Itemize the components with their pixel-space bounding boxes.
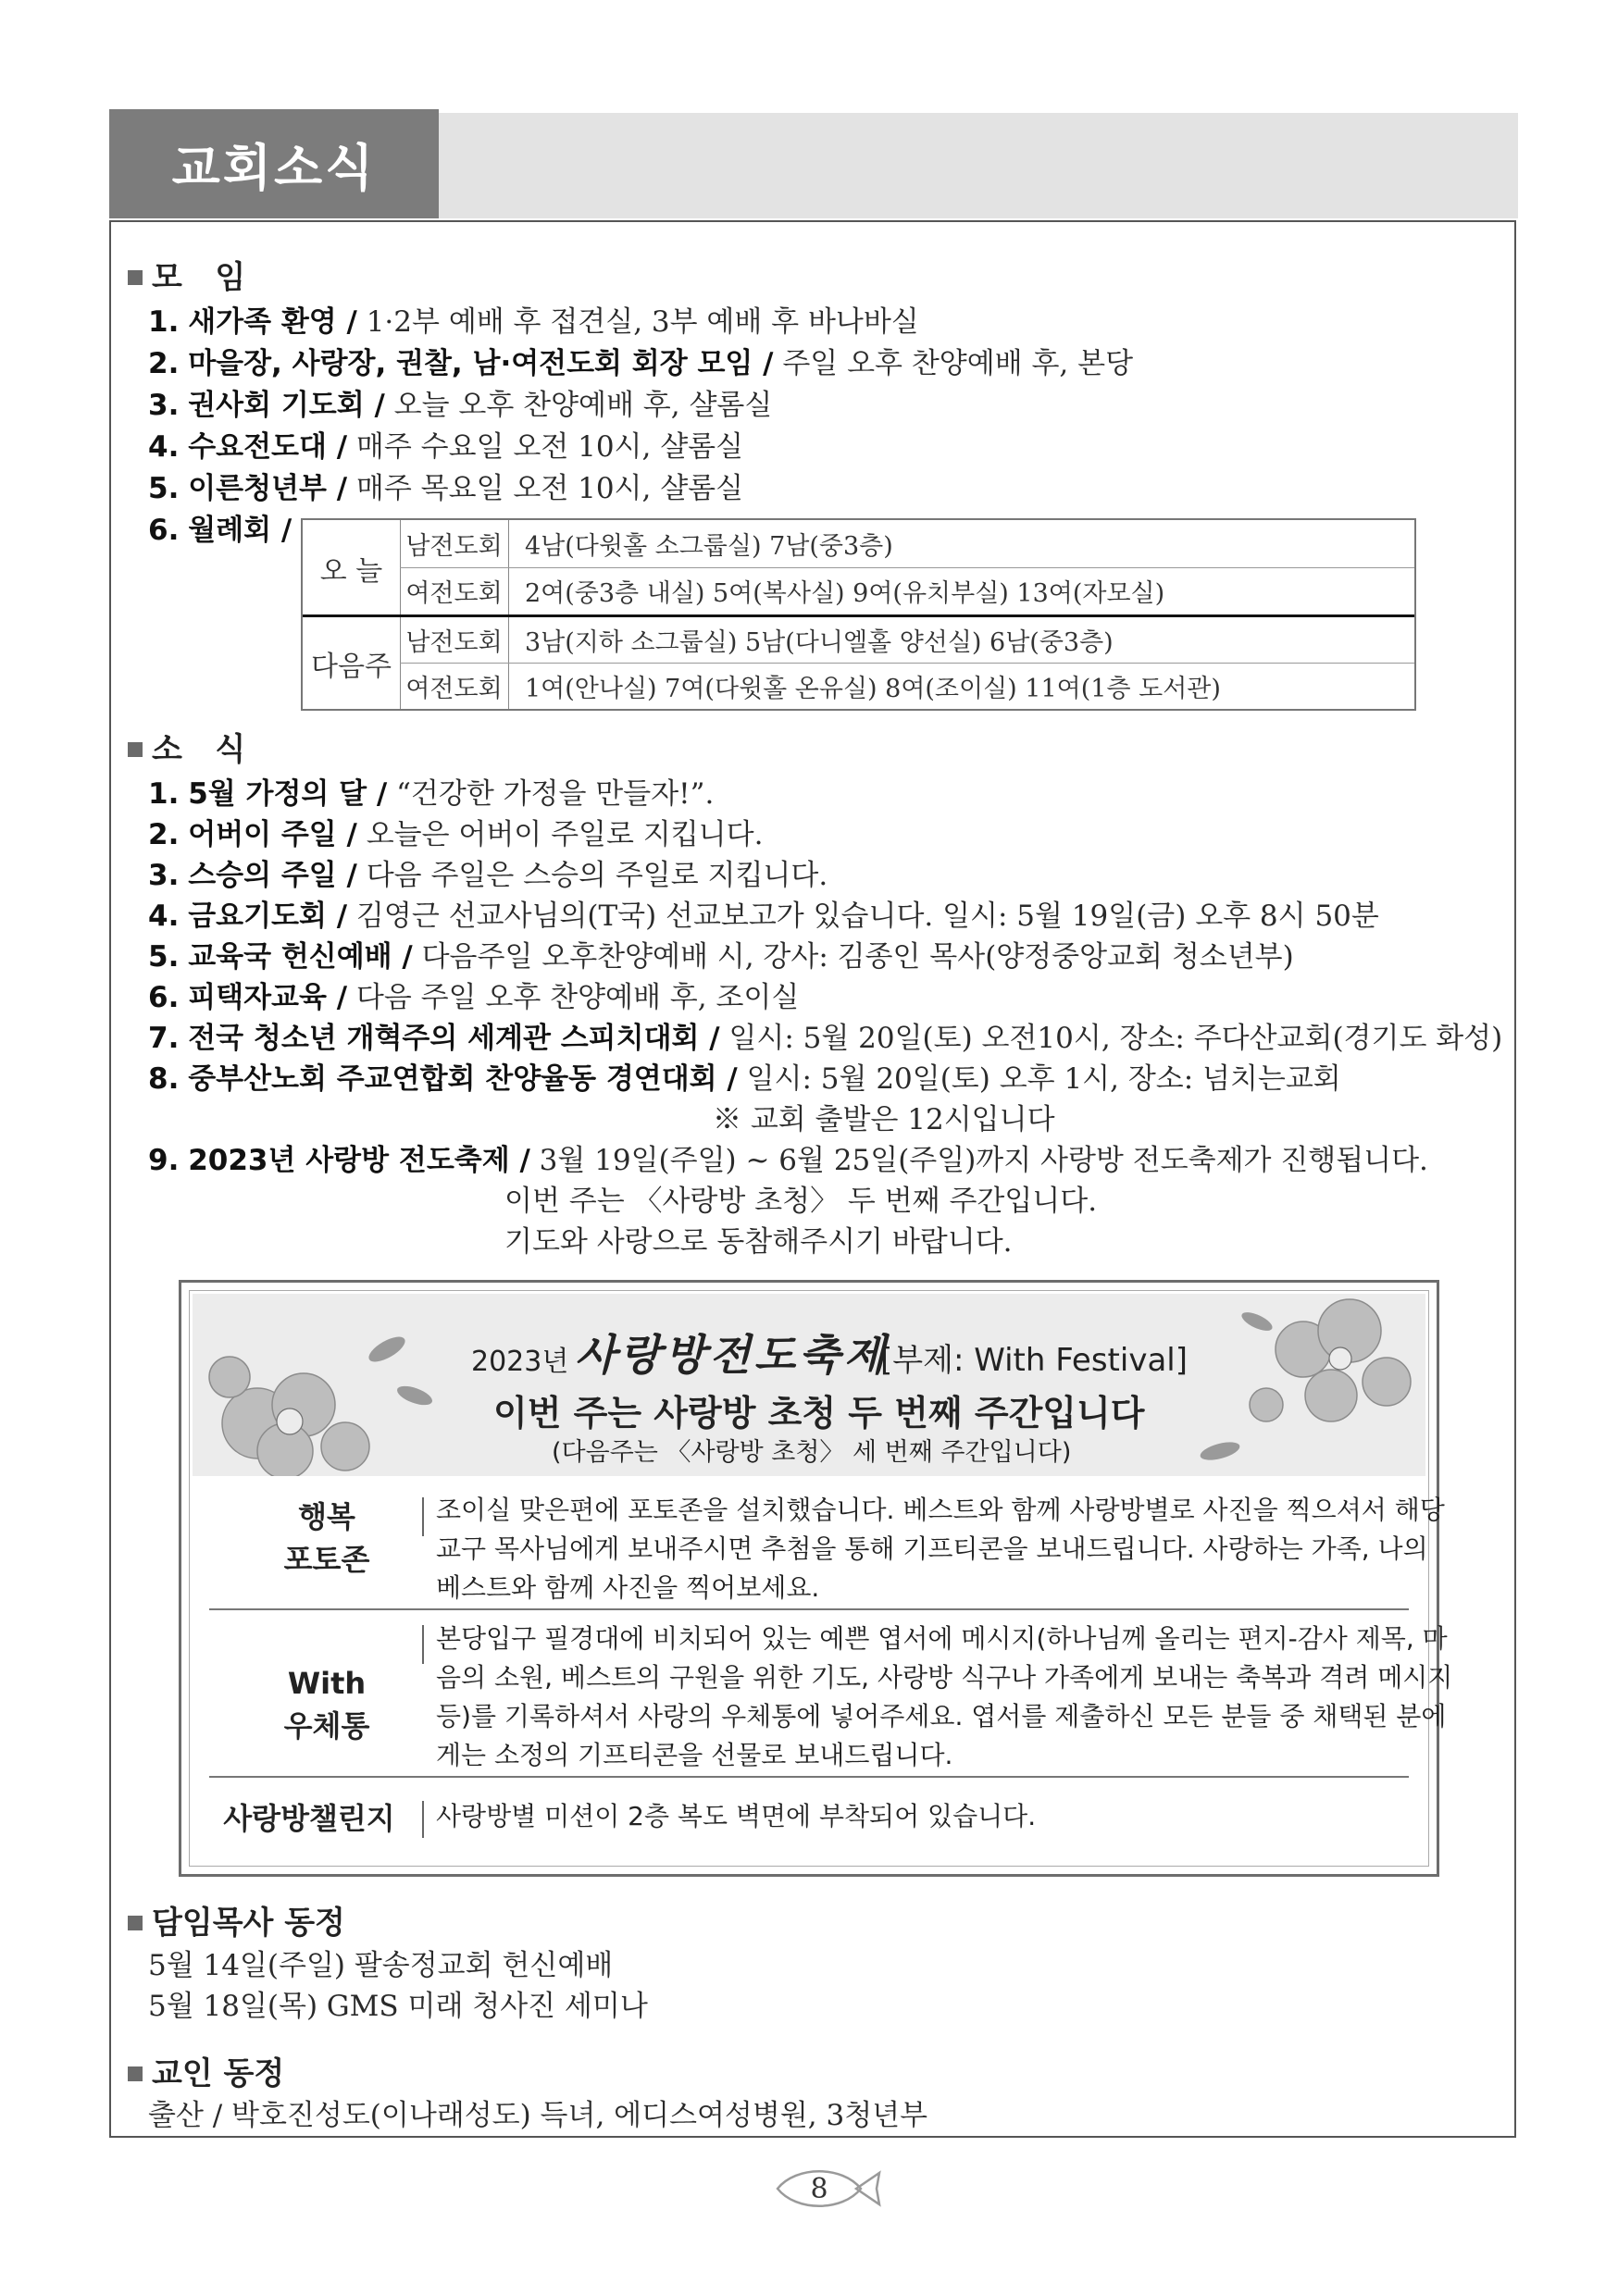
bullet-square-icon <box>128 1916 143 1930</box>
bullet-square-icon <box>128 2066 143 2081</box>
table-row-group: 여전도회 <box>405 674 503 703</box>
news-item-3: 3. 스승의 주일 / 다음 주일은 스승의 주일로 지킵니다. <box>148 859 828 892</box>
table-row-text: 2여(중3층 내실) 5여(복사실) 9여(유치부실) 13여(자모실) <box>525 579 1165 608</box>
section-members-title: 교인 동정 <box>128 2048 284 2093</box>
news-item-8: 8. 중부산노회 주교연합회 찬양율동 경연대회 / 일시: 5월 20일(토) 오후 1시, 장소: 넘치는교회 <box>148 1062 1341 1096</box>
members-line: 출산 / 박호진성도(이나래성도) 득녀, 에디스여성병원, 3청년부 <box>148 2099 928 2132</box>
table-row-group: 남전도회 <box>405 628 503 657</box>
festival-row-label: 행복 포토존 <box>283 1499 370 1578</box>
meeting-item-1: 1. 새가족 환영 / 1·2부 예배 후 접견실, 3부 예배 후 바나바실 <box>148 305 919 339</box>
festival-box <box>179 1280 1453 1877</box>
news-item-4: 4. 금요기도회 / 김영근 선교사님의(T국) 선교보고가 있습니다. 일시: 5월 19일(금) 오후 8시 50분 <box>148 900 1379 933</box>
section-meeting-title: 모 임 <box>128 252 245 297</box>
pastor-line: 5월 14일(주일) 팔송정교회 헌신예배 <box>148 1949 614 1982</box>
bullet-square-icon <box>128 742 143 757</box>
meeting-item-3: 3. 권사회 기도회 / 오늘 오후 찬양예배 후, 샬롬실 <box>148 389 773 422</box>
table-row-group: 여전도회 <box>405 579 503 608</box>
news-item-6: 6. 피택자교육 / 다음 주일 오후 찬양예배 후, 조이실 <box>148 981 800 1014</box>
page-number-text: 8 <box>810 2172 828 2205</box>
festival-row-label: 사랑방챌린지 <box>223 1801 395 1836</box>
festival-subtitle: [부제: With Festival] <box>880 1342 1188 1379</box>
festival-headline: 이번 주는 사랑방 초청 두 번째 주간입니다 <box>493 1393 1145 1433</box>
festival-row-label: With 우체통 <box>283 1666 370 1744</box>
page-title: 교회소식 <box>109 109 439 218</box>
table-row-group: 남전도회 <box>405 532 503 561</box>
section-pastor-title: 담임목사 동정 <box>128 1897 345 1942</box>
table-row-text: 4남(다윗홀 소그룹실) 7남(중3층) <box>525 532 893 561</box>
table-group-today: 오 늘 <box>319 554 383 588</box>
news-item-1: 1. 5월 가정의 달 / “건강한 가정을 만들자!”. <box>148 777 715 811</box>
meeting-item-4: 4. 수요전도대 / 매주 수요일 오전 10시, 샬롬실 <box>148 430 744 464</box>
monthly-meeting-table <box>301 518 1416 711</box>
page-number <box>773 2166 884 2212</box>
news-item-8-note: ※ 교회 출발은 12시입니다 <box>713 1103 1055 1136</box>
news-item-9-line3: 기도와 사랑으로 동참해주시기 바랍니다. <box>504 1225 1013 1259</box>
news-item-9-line2: 이번 주는 〈사랑방 초청〉 두 번째 주간입니다. <box>504 1185 1098 1218</box>
pastor-line: 5월 18일(목) GMS 미래 청사진 세미나 <box>148 1990 648 2023</box>
festival-row-text: 사랑방별 미션이 2층 복도 벽면에 부착되어 있습니다. <box>436 1801 1037 1831</box>
table-row-text: 1여(안나실) 7여(다윗홀 온유실) 8여(조이실) 11여(1층 도서관) <box>525 674 1221 703</box>
news-item-7: 7. 전국 청소년 개혁주의 세계관 스피치대회 / 일시: 5월 20일(토) 오전10시, 장소: 주다산교회(경기도 화성) <box>148 1022 1503 1055</box>
festival-subline: (다음주는 〈사랑방 초청〉 세 번째 주간입니다) <box>552 1438 1072 1467</box>
festival-row-text: 본당입구 필경대에 비치되어 있는 예쁜 엽서에 메시지(하나님께 올리는 편지-감사 제목, 마 음의 소원, 베스트의 구원을 위한 기도, 사랑방 식구나 가족에게 보내는 축복과 격려 메시지 등)를 기록하셔서 사랑의 우체통에 넣어주세요. 엽서를 제출하신 모든 분들 중 채택된 분에 게는 소정의 기프티콘을 선물로 보내드립니다. <box>436 1623 1453 1770</box>
news-item-5: 5. 교육국 헌신예배 / 다음주일 오후찬양예배 시, 강사: 김종인 목사(양정중앙교회 청소년부) <box>148 940 1294 974</box>
table-row-text: 3남(지하 소그룹실) 5남(다니엘홀 양선실) 6남(중3층) <box>525 628 1114 657</box>
bullet-square-icon <box>128 270 143 285</box>
news-item-9: 9. 2023년 사랑방 전도축제 / 3월 19일(주일) ~ 6월 25일(주일)까지 사랑방 전도축제가 진행됩니다. <box>148 1144 1428 1177</box>
section-news-title: 소 식 <box>128 724 245 769</box>
meeting-item-2: 2. 마을장, 사랑장, 권찰, 남·여전도회 회장 모임 / 주일 오후 찬양예배 후, 본당 <box>148 347 1134 380</box>
table-group-next: 다음주 <box>311 651 392 683</box>
festival-name: 사랑방전도축제 <box>575 1330 890 1380</box>
news-item-2: 2. 어버이 주일 / 오늘은 어버이 주일로 지킵니다. <box>148 818 764 851</box>
festival-year: 2023년 <box>471 1346 569 1378</box>
meeting-item-6: 6. 월례회 / <box>148 514 292 547</box>
meeting-item-5: 5. 이른청년부 / 매주 목요일 오전 10시, 샬롬실 <box>148 472 744 505</box>
festival-row-text: 조이실 맞은편에 포토존을 설치했습니다. 베스트와 함께 사랑방별로 사진을 찍으셔서 해당 교구 목사님에게 보내주시면 추첨을 통해 기프티콘을 보내드립니다. 사랑하는 가족, 나의 베스트와 함께 사진을 찍어보세요. <box>436 1495 1445 1603</box>
